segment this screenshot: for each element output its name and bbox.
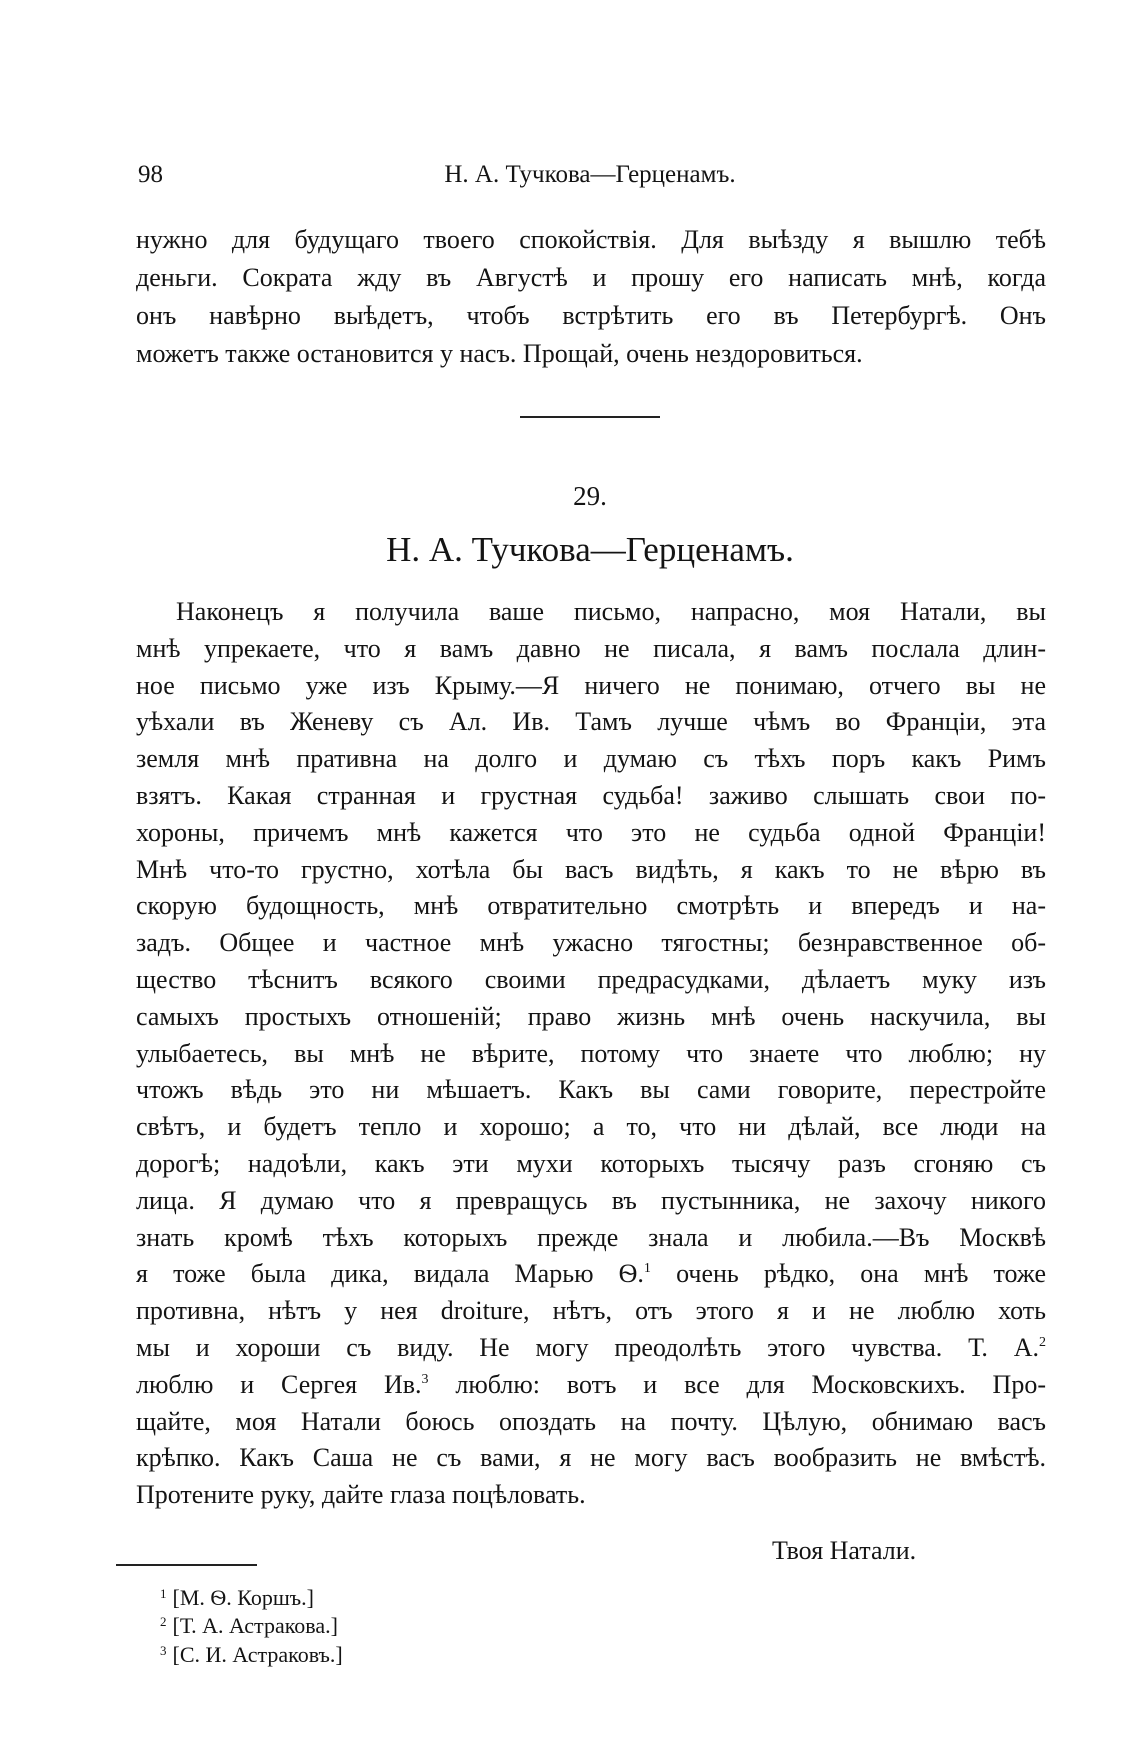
line-text: самыхъ простыхъ отношеній; право жизнь мнѣ очень наскучила, вы — [136, 1001, 1046, 1031]
signature: Твоя Натали. — [772, 1536, 917, 1565]
text-line — [136, 925, 1046, 962]
text-line — [136, 999, 1046, 1036]
line-text: уѣхали въ Женеву съ Ал. Ив. Тамъ лучше чѣмъ во Франціи, эта — [136, 707, 1046, 737]
line-text: задъ. Общее и частное мнѣ ужасно тягостны; безнравственное об- — [136, 928, 1046, 958]
line-text: люблю и Сергея Ив. — [136, 1369, 422, 1399]
text-line — [136, 1440, 1046, 1477]
running-title: Н. А. Тучкова—Герценамъ. — [444, 161, 736, 188]
text-line — [136, 631, 1046, 668]
line-text: щайте, моя Натали боюсь опоздать на почту. Цѣлую, обнимаю васъ — [136, 1406, 1046, 1436]
text-line — [136, 1404, 1046, 1441]
footnote-mark: 1 — [160, 1586, 167, 1601]
line-text: Мнѣ что-то грустно, хотѣла бы васъ видѣть, я какъ то не вѣрю въ — [136, 854, 1046, 884]
page-number: 98 — [138, 161, 163, 188]
text-line — [136, 1036, 1046, 1073]
line-text: дорогѣ; надоѣли, какъ эти мухи которыхъ тысячу разъ сгоняю съ — [136, 1148, 1046, 1178]
letter-body — [136, 594, 1046, 1514]
letter-number: 29. — [573, 481, 607, 511]
line-text: хороны, причемъ мнѣ кажется что это не судьба одной Франціи! — [136, 817, 1046, 847]
line-text: я тоже была дика, видала Марью Ѳ. — [136, 1259, 644, 1289]
line-text: улыбаетесь, вы мнѣ не вѣрите, потому что знаете что люблю; ну — [136, 1038, 1046, 1068]
footnote-divider — [116, 1564, 257, 1566]
line-text: земля мнѣ пративна на долго и думаю съ тѣхъ поръ какъ Римъ — [136, 744, 1046, 774]
footnote-reference: 3 — [421, 1371, 429, 1387]
text-line — [136, 1293, 1046, 1330]
line-text: очень рѣдко, она мнѣ тоже — [650, 1259, 1046, 1289]
footnote-text: [Т. А. Астракова.] — [172, 1613, 338, 1638]
line-text: мнѣ упрекаете, что я вамъ давно не писала, я вамъ послала длин- — [136, 633, 1046, 663]
text-line — [136, 668, 1046, 705]
text-line — [136, 741, 1046, 778]
line-text: скорую будощность, мнѣ отвратительно смотрѣть и впередъ и на- — [136, 891, 1046, 921]
text-line — [136, 1367, 1046, 1404]
text-line — [136, 1477, 1046, 1514]
line-text: знать кромѣ тѣхъ которыхъ прежде знала и любила.—Въ Москвѣ — [136, 1222, 1046, 1252]
line-text: чтожъ вѣдь это ни мѣшаетъ. Какъ вы сами говорите, перестройте — [136, 1075, 1046, 1105]
footnote-text: [С. И. Астраковъ.] — [172, 1642, 343, 1667]
text-line — [136, 1256, 1046, 1293]
text-line — [136, 1183, 1046, 1220]
text-line: деньги. Сократа жду въ Августѣ и прошу его написать мнѣ, когда — [136, 263, 1046, 292]
text-line — [136, 1220, 1046, 1257]
line-text: лица. Я думаю что я превращусь въ пустынника, не захочу никого — [136, 1185, 1046, 1215]
text-line — [136, 704, 1046, 741]
section-divider — [520, 416, 660, 418]
text-line — [136, 778, 1046, 815]
footnote-reference: 1 — [643, 1261, 651, 1277]
footnote-mark: 2 — [160, 1614, 167, 1629]
footnote-text: [М. Ѳ. Коршъ.] — [172, 1585, 314, 1610]
line-text: люблю: вотъ и все для Московскихъ. Про- — [428, 1369, 1046, 1399]
footnote — [160, 1612, 338, 1640]
text-line — [136, 1072, 1046, 1109]
text-line — [136, 1109, 1046, 1146]
footnote-reference: 2 — [1039, 1334, 1046, 1350]
letter-title: Н. А. Тучкова—Герценамъ. — [386, 530, 794, 569]
footnote-mark: 3 — [160, 1643, 167, 1658]
text-line: онъ навѣрно выѣдетъ, чтобъ встрѣтить его въ Петербургѣ. Онъ — [136, 301, 1046, 330]
footnote — [160, 1641, 343, 1669]
text-line: можетъ также остановится у насъ. Прощай, очень нездоровиться. — [136, 339, 863, 368]
line-text: щество тѣснитъ всякого своими предрасудками, дѣлаетъ муку изъ — [136, 964, 1046, 994]
line-text: ное письмо уже изъ Крыму.—Я ничего не понимаю, отчего вы не — [136, 670, 1046, 700]
text-line: нужно для будущаго твоего спокойствія. Для выѣзду я вышлю тебѣ — [136, 225, 1046, 254]
line-text: мы и хороши съ виду. Не могу преодолѣть этого чувства. Т. А. — [136, 1332, 1039, 1362]
line-text: Наконецъ я получила ваше письмо, напрасно, моя Натали, вы — [176, 597, 1046, 626]
line-text: взятъ. Какая странная и грустная судьба! заживо слышать свои по- — [136, 780, 1046, 810]
line-text: противна, нѣтъ у нея droiture, нѣтъ, отъ этого я и не люблю хоть — [136, 1296, 1046, 1326]
line-text: Протените руку, дайте глаза поцѣловать. — [136, 1480, 586, 1510]
text-line — [136, 888, 1046, 925]
previous-letter-ending — [136, 221, 1046, 373]
text-line — [136, 962, 1046, 999]
text-line — [136, 1330, 1046, 1367]
line-text: крѣпко. Какъ Саша не съ вами, я не могу васъ вообразить не вмѣстѣ. — [136, 1443, 1046, 1473]
line-text: свѣтъ, и будетъ тепло и хорошо; а то, что ни дѣлай, все люди на — [136, 1112, 1046, 1142]
text-line — [136, 594, 1046, 631]
text-line — [136, 815, 1046, 852]
text-line — [136, 852, 1046, 889]
footnote — [160, 1584, 314, 1612]
text-line — [136, 1146, 1046, 1183]
